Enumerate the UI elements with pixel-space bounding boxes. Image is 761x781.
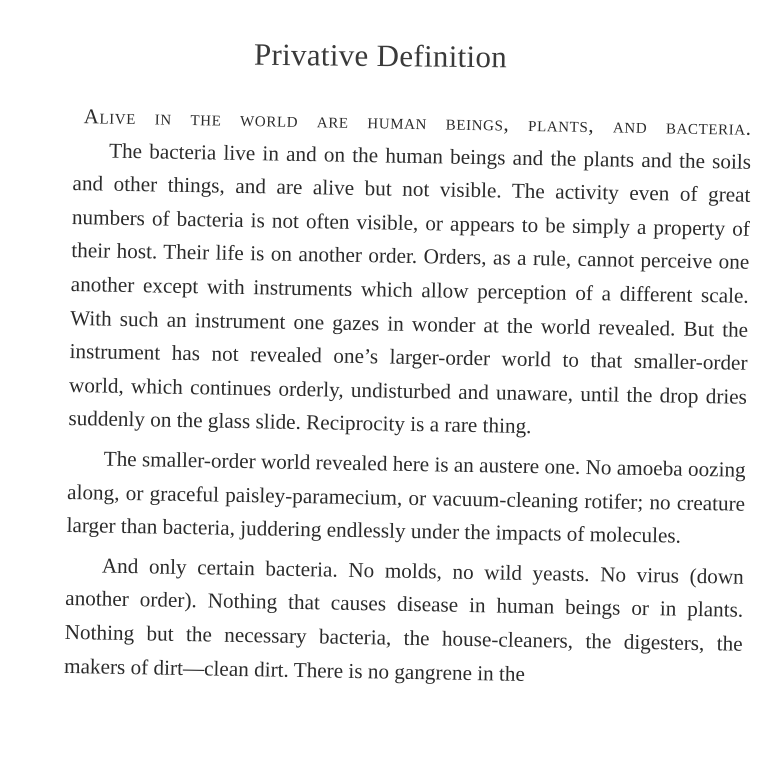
lead-in-smallcaps: Alive in the world are human beings, plants, and bacteria.	[83, 104, 752, 140]
page-title: Privative Definition	[253, 36, 508, 75]
paragraph-2: The smaller-order world revealed here is an austere one. No amoeba oozing along, or graceful paisley-paramecium, or vacuum-cleaning rotifer; no creature larger than bacteria, juddering endlessly under the impacts of molecules.	[66, 446, 746, 548]
paragraph-1: The bacteria live in and on the human beings and the plants and the soils and other things, and are alive but not visible. The activity even of great numbers of bacteria is not often visible, or appears to be simply a property of their host. Their life is on another order. Orders, as a rule, cannot perceive one another except with instruments which allow perception of a different scale. With such an instrument one gazes in wonder at the world revealed. But the instrument has not revealed one’s larger-order world to that smaller-order world, which continues orderly, undisturbed and unaware, until the drop dries suddenly on the glass slide. Reciprocity is a rare thing.	[68, 138, 752, 439]
paragraph-3: And only certain bacteria. No molds, no wild yeasts. No virus (down another order). Nothing that causes disease in human beings or in plants. Nothing but the necessary bacteria, the house-cleaners, the digesters, the makers of dirt—clean dirt. There is no gangrene in the	[63, 553, 744, 686]
body-text	[64, 100, 752, 695]
